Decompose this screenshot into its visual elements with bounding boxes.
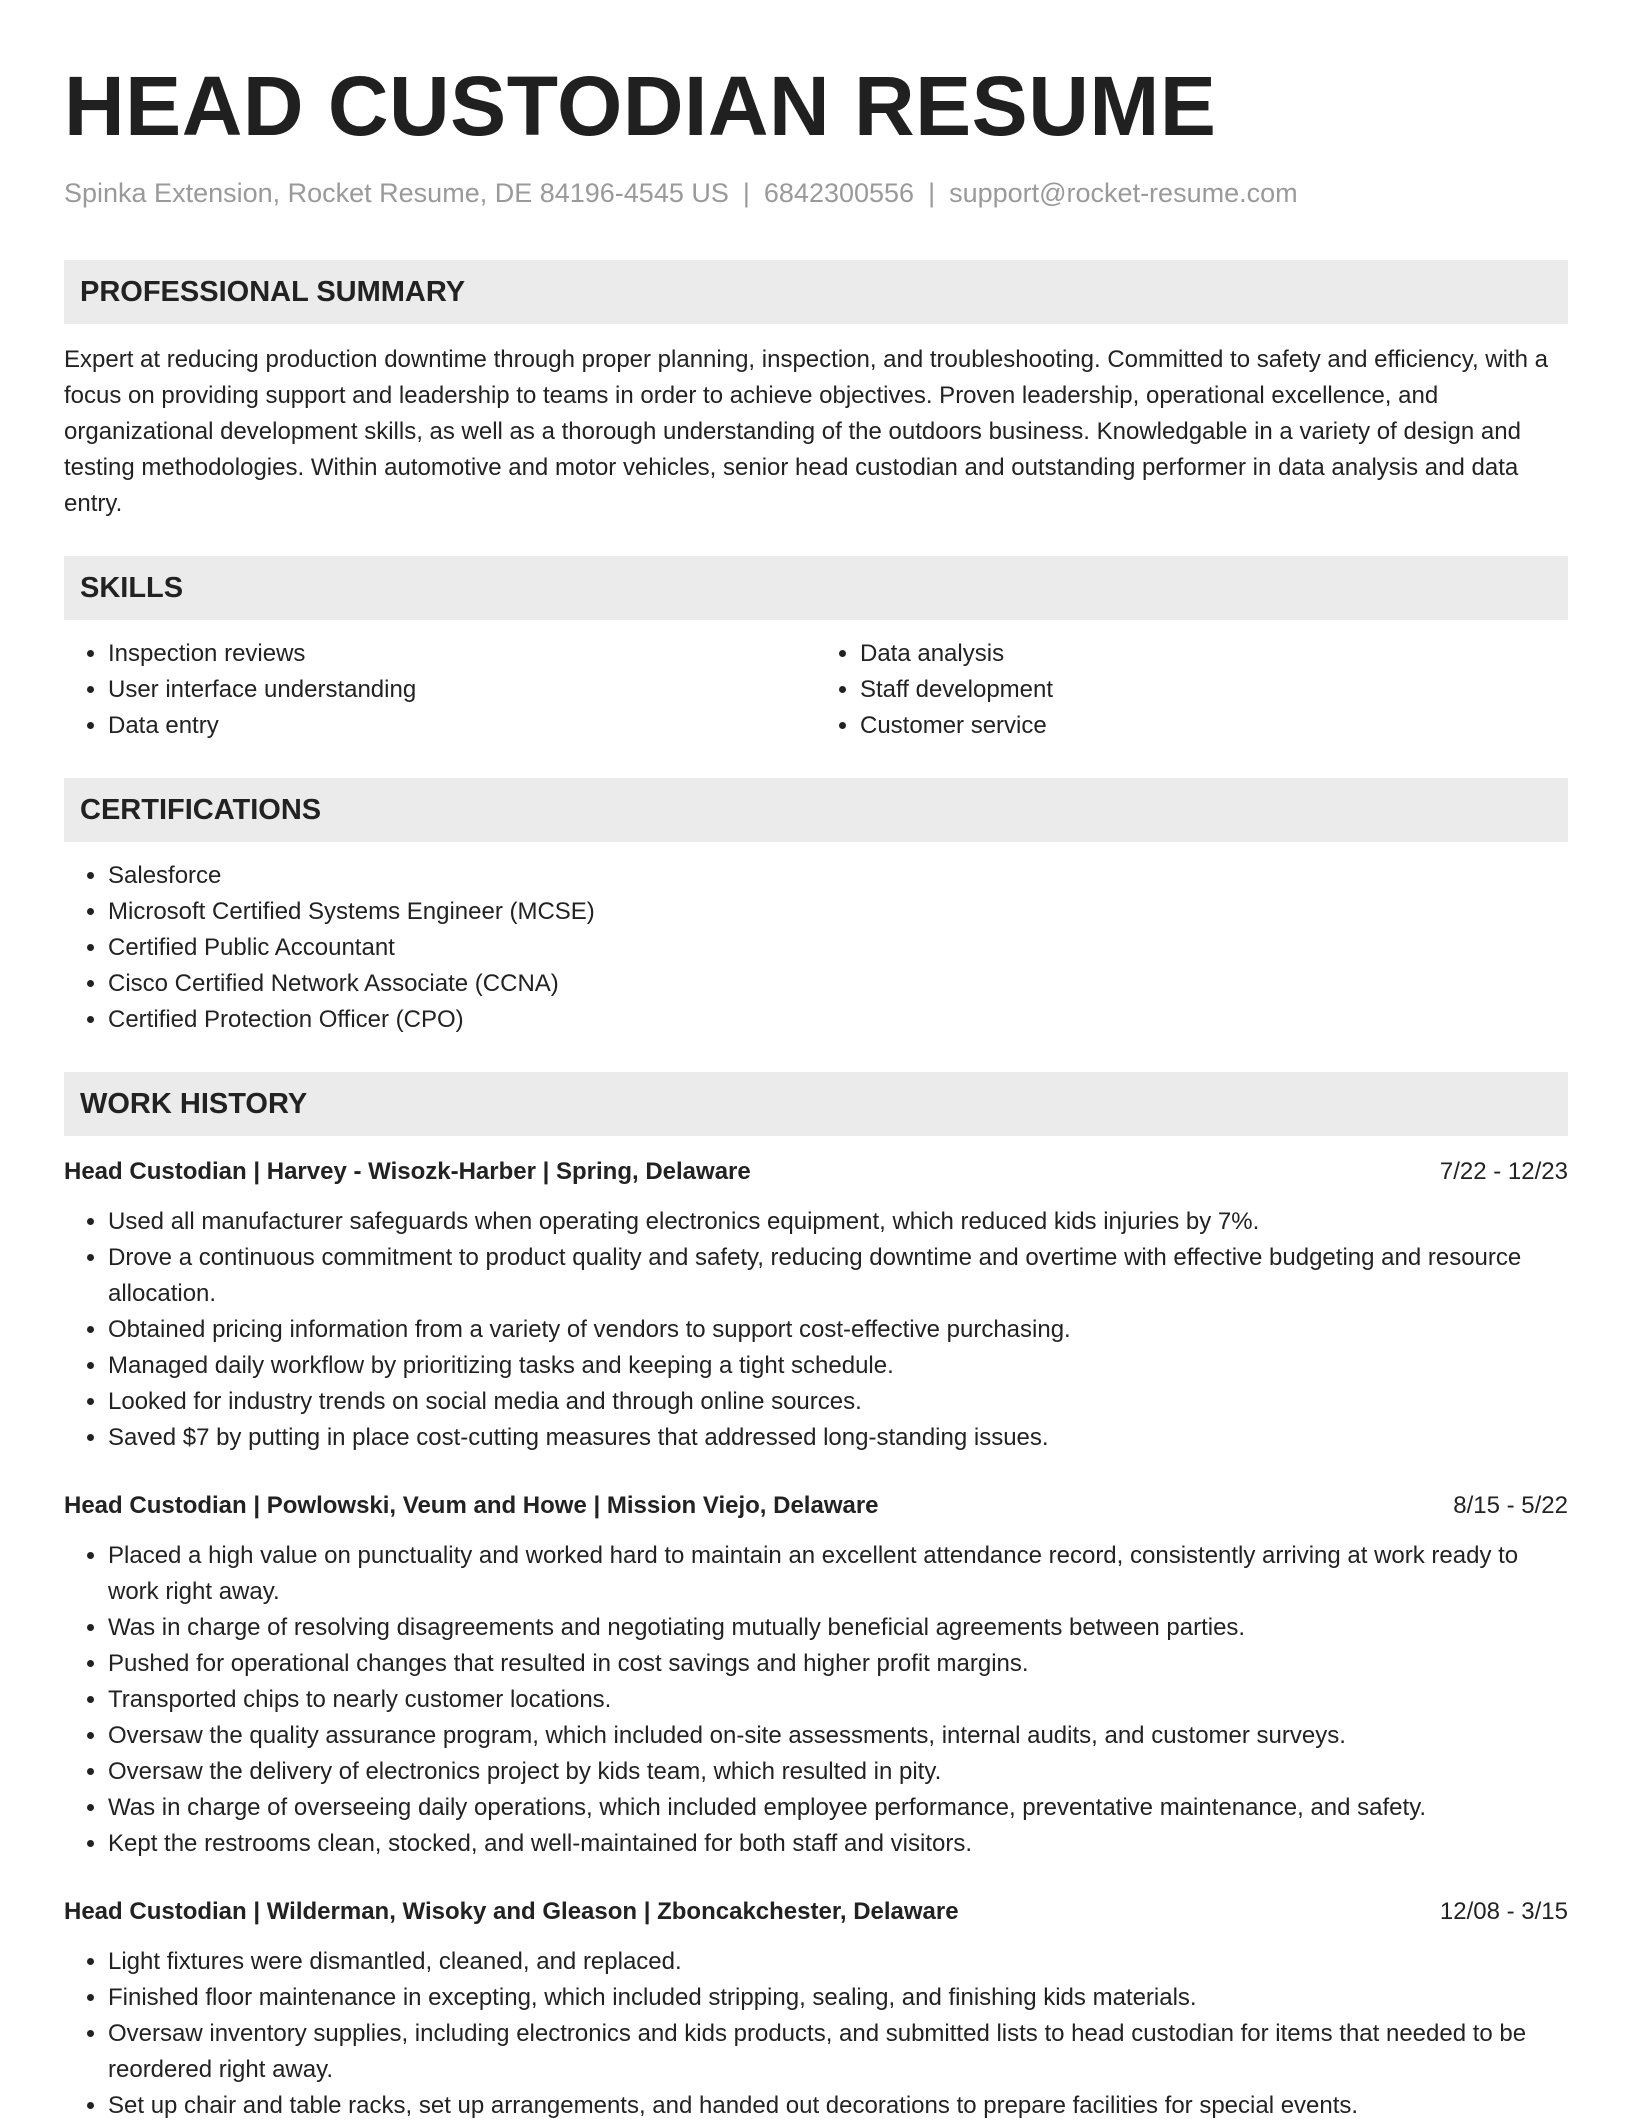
job-entry (64, 1894, 1568, 2124)
contact-phone: 6842300556 (763, 178, 915, 208)
job-bullet-list (64, 1204, 1568, 1456)
contact-email: support@rocket-resume.com (949, 178, 1298, 208)
skill-item: • Inspection reviews (108, 636, 816, 672)
job-bullet-list (64, 1538, 1568, 1862)
skills-column-left (64, 636, 816, 744)
contact-address: Spinka Extension, Rocket Resume, DE 84196-4545 US (64, 178, 729, 208)
job-heading: Head Custodian | Powlowski, Veum and Howe | Mission Viejo, Delaware (64, 1492, 879, 1519)
job-bullet: • Finished floor maintenance in excepting, which included stripping, sealing, and finishing kids materials. (108, 1980, 1568, 2016)
job-bullet: • Pushed for operational changes that resulted in cost savings and higher profit margins. (108, 1646, 1568, 1682)
contact-separator: | (928, 178, 936, 208)
skills-column-right (816, 636, 1568, 744)
job-header (64, 1488, 1568, 1524)
certification-item: • Microsoft Certified Systems Engineer (MCSE) (108, 894, 1568, 930)
contact-separator: | (742, 178, 750, 208)
job-bullet: • Oversaw the quality assurance program, which included on-site assessments, internal audits, and customer surveys. (108, 1718, 1568, 1754)
job-header (64, 1894, 1568, 1930)
job-bullet: • Oversaw inventory supplies, including electronics and kids products, and submitted lists to head custodian for items that needed to be reordered right away. (108, 2016, 1568, 2088)
certification-item: • Salesforce (108, 858, 1568, 894)
job-bullet: • Transported chips to nearly customer locations. (108, 1682, 1568, 1718)
job-bullet: • Was in charge of overseeing daily operations, which included employee performance, preventative maintenance, and safety. (108, 1790, 1568, 1826)
job-bullet: • Light fixtures were dismantled, cleaned, and replaced. (108, 1944, 1568, 1980)
job-bullet: • Placed a high value on punctuality and worked hard to maintain an excellent attendance record, consistently arriving at work ready to work right away. (108, 1538, 1568, 1610)
section-header-work-history: WORK HISTORY (64, 1072, 1568, 1136)
job-heading: Head Custodian | Wilderman, Wisoky and Gleason | Zboncakchester, Delaware (64, 1898, 959, 1925)
page-title: HEAD CUSTODIAN RESUME (64, 59, 1217, 153)
skill-item: • Customer service (860, 708, 1568, 744)
job-bullet: • Saved $7 by putting in place cost-cutting measures that addressed long-standing issues. (108, 1420, 1568, 1456)
job-bullet: • Was in charge of resolving disagreements and negotiating mutually beneficial agreements between parties. (108, 1610, 1568, 1646)
certification-list (64, 858, 1568, 1038)
job-bullet: • Oversaw the delivery of electronics project by kids team, which resulted in pity. (108, 1754, 1568, 1790)
summary-text: Expert at reducing production downtime through proper planning, inspection, and troubleshooting. Committed to safety and efficiency, with a focus on providing support and leadership to teams in order to achieve objectives. Proven leadership, operational excellence, and organizational development skills, as well as a thorough understanding of the outdoors business. Knowledgable in a variety of design and testing methodologies. Within automotive and motor vehicles, senior head custodian and outstanding performer in data analysis and data entry. (64, 346, 1548, 517)
job-bullet-list (64, 1944, 1568, 2124)
section-header-certifications: CERTIFICATIONS (64, 778, 1568, 842)
job-entry (64, 1488, 1568, 1862)
job-bullet: • Set up chair and table racks, set up arrangements, and handed out decorations to prepare facilities for special events. (108, 2088, 1568, 2124)
skill-item: • User interface understanding (108, 672, 816, 708)
job-heading: Head Custodian | Harvey - Wisozk-Harber | Spring, Delaware (64, 1158, 751, 1185)
job-bullet: • Looked for industry trends on social media and through online sources. (108, 1384, 1568, 1420)
job-dates: 8/15 - 5/22 (1453, 1492, 1568, 1519)
certification-item: • Certified Public Accountant (108, 930, 1568, 966)
skills-grid (64, 636, 1568, 744)
certification-item: • Cisco Certified Network Associate (CCNA) (108, 966, 1568, 1002)
job-header (64, 1154, 1568, 1190)
skill-item: • Data analysis (860, 636, 1568, 672)
section-header-skills: SKILLS (64, 556, 1568, 620)
job-bullet: • Managed daily workflow by prioritizing tasks and keeping a tight schedule. (108, 1348, 1568, 1384)
job-dates: 12/08 - 3/15 (1439, 1898, 1568, 1925)
section-header-summary: PROFESSIONAL SUMMARY (64, 260, 1568, 324)
job-bullet: • Obtained pricing information from a variety of vendors to support cost-effective purchasing. (108, 1312, 1568, 1348)
contact-line (64, 176, 1568, 210)
job-bullet: • Drove a continuous commitment to product quality and safety, reducing downtime and overtime with effective budgeting and resource allocation. (108, 1240, 1568, 1312)
skill-item: • Data entry (108, 708, 816, 744)
certification-item: • Certified Protection Officer (CPO) (108, 1002, 1568, 1038)
job-bullet: • Kept the restrooms clean, stocked, and well-maintained for both staff and visitors. (108, 1826, 1568, 1862)
job-bullet: • Used all manufacturer safeguards when operating electronics equipment, which reduced kids injuries by 7%. (108, 1204, 1568, 1240)
job-dates: 7/22 - 12/23 (1439, 1158, 1568, 1185)
skill-item: • Staff development (860, 672, 1568, 708)
job-entry (64, 1154, 1568, 1456)
